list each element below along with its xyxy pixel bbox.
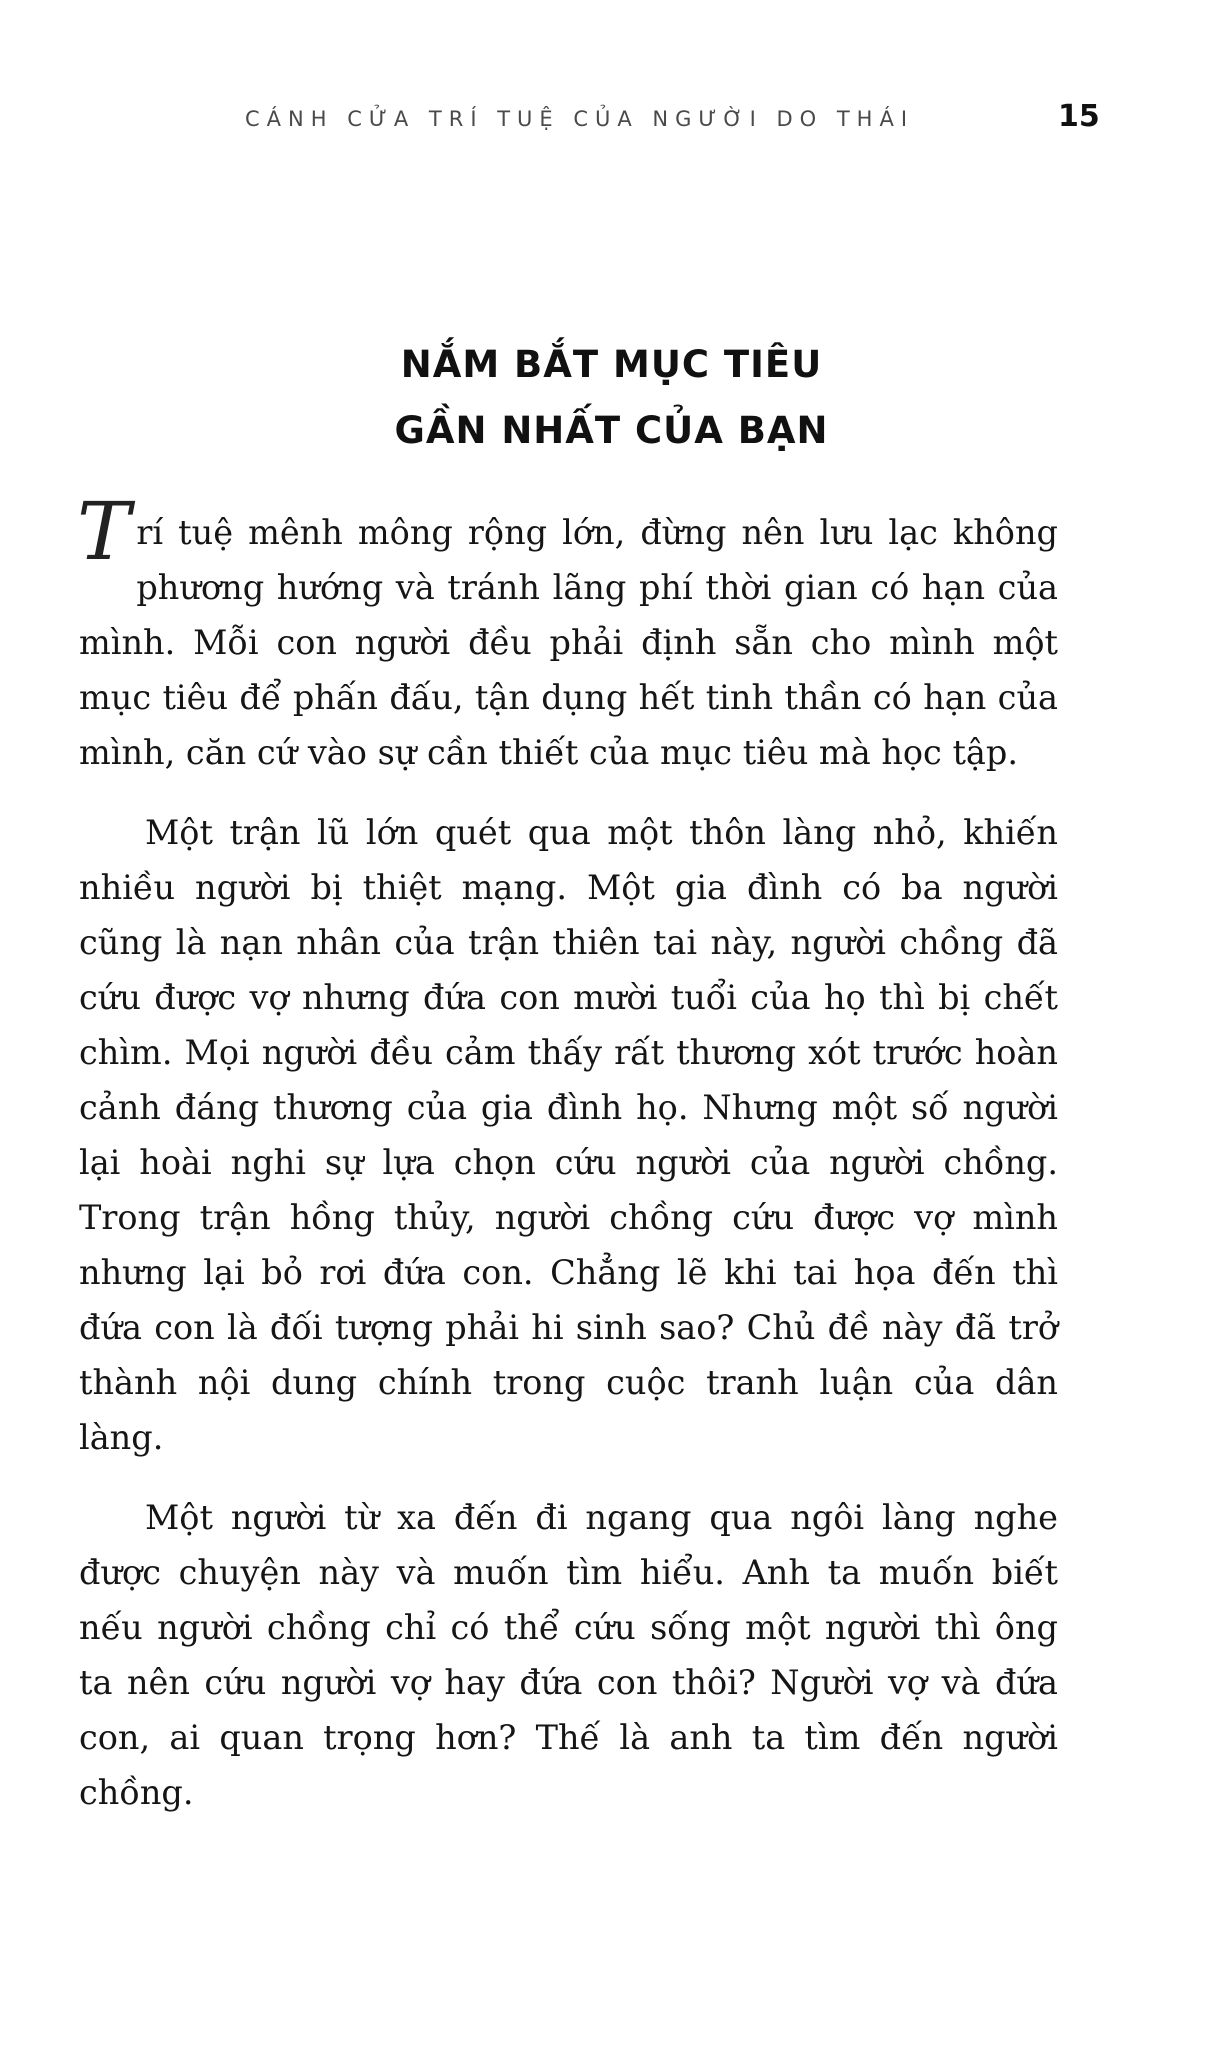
- paragraph-2: Một trận lũ lớn quét qua một thôn làng nhỏ, khiến nhiều người bị thiệt mạng. Một gia đình có ba người cũng là nạn nhân của trận thiên tai này, người chồng đã cứu được vợ nhưng đứa con mười tuổi của họ thì bị chết chìm. Mọi người đều cảm thấy rất thương xót trước hoàn cảnh đáng thương của gia đình họ. Nhưng một số người lại hoài nghi sự lựa chọn cứu người của người chồng. Trong trận hồng thủy, người chồng cứu được vợ mình nhưng lại bỏ rơi đứa con. Chẳng lẽ khi tai họa đến thì đứa con là đối tượng phải hi sinh sao? Chủ đề này đã trở thành nội dung chính trong cuộc tranh luận của dân làng.: [79, 813, 1058, 1457]
- paragraph-3: Một người từ xa đến đi ngang qua ngôi làng nghe được chuyện này và muốn tìm hiểu. Anh ta muốn biết nếu người chồng chỉ có thể cứu sống một người thì ông ta nên cứu người vợ hay đứa con thôi? Người vợ và đứa con, ai quan trọng hơn? Thế là anh ta tìm đến người chồng.: [79, 1498, 1058, 1812]
- body-text: [77, 485, 1058, 1820]
- paragraph-1-text: rí tuệ mênh mông rộng lớn, đừng nên lưu lạc không phương hướng và tránh lãng phí thời gian có hạn của mình. Mỗi con người đều phải định sẵn cho mình một mục tiêu để phấn đấu, tận dụng hết tinh thần có hạn của mình, căn cứ vào sự cần thiết của mục tiêu mà học tập.: [79, 513, 1058, 772]
- running-head: [80, 99, 1120, 143]
- running-title: CÁNH CỬA TRÍ TUỆ CỦA NGƯỜI DO THÁI: [245, 107, 915, 131]
- drop-cap: T: [77, 485, 131, 578]
- chapter-heading-line-1: NẮM BẮT MỤC TIÊU: [400, 343, 823, 386]
- chapter-heading-line-2: GẦN NHẤT CỦA BẠN: [394, 409, 829, 452]
- page-number: 15: [1058, 99, 1100, 134]
- chapter-heading: [0, 332, 1223, 464]
- paragraph-1: [77, 485, 1058, 780]
